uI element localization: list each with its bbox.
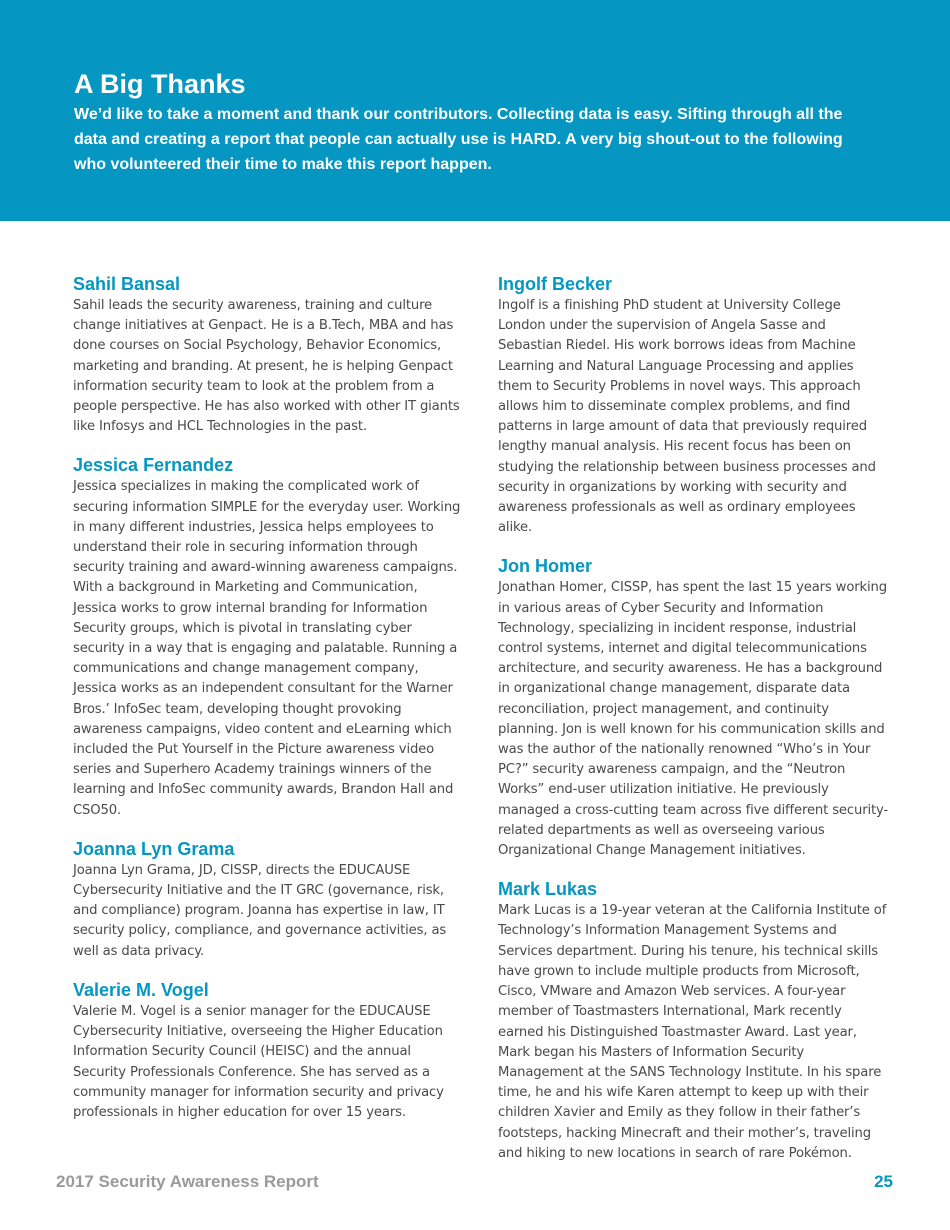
- contributor-description: Ingolf is a finishing PhD student at University College London under the supervision of Angela Sasse and Sebastian Riedel. His work borrows ideas from Machine Learning and Natural Language Processing and applies them to Security Problems in novel ways. This approach allows him to disseminate complex problems, and find patterns in large amount of data that previously required lengthy manual analysis. His recent focus has been on studying the relationship between business processes and security in organizations by working with security and awareness professionals as well as ordinary employees alike.: [498, 298, 876, 536]
- page-number: 25: [874, 1172, 893, 1191]
- contributor-bio: [73, 837, 465, 962]
- contributor-name: Sahil Bansal: [73, 274, 181, 294]
- contributor-bio: [73, 272, 465, 437]
- footer-report-title: 2017 Security Awareness Report: [56, 1172, 319, 1191]
- page-title: A Big Thanks: [74, 69, 246, 99]
- intro-text: We’d like to take a moment and thank our contributors. Collecting data is easy. Sifting through all the data and creating a report that people can actually use is HARD. A very big shout-out to the following who volunteered their time to make this report happen.: [74, 106, 843, 173]
- contributor-name: Jessica Fernandez: [73, 455, 234, 476]
- contributor-description: Jessica specializes in making the complicated work of securing information SIMPLE for the everyday user. Working in many different industries, Jessica helps employees to understand their role in securing information through security training and award-winning awareness campaigns. With a background in Marketing and Communication, Jessica works to grow internal branding for Information Security groups, which is pivotal in translating cyber security in a way that is engaging and palatable. Running a communications and change management company, Jessica works as an independent consultant for the Warner Bros.’ InfoSec team, developing thought provoking awareness campaigns, video content and eLearning which included the Put Yourself in the Picture awareness video series and Superhero Academy trainings winners of the learning and InfoSec community awards, Brandon Hall and CSO50.: [73, 479, 461, 818]
- contributor-name: Mark Lukas: [498, 879, 598, 900]
- contributor-name: Jon Homer: [498, 556, 593, 577]
- contributor-description: Joanna Lyn Grama, JD, CISSP, directs the EDUCAUSE Cybersecurity Initiative and the IT GRC (governance, risk, and compliance) program. Joanna has expertise in law, IT security policy, compliance, and governance activities, as well as data privacy.: [73, 862, 447, 959]
- contributor-bio: [73, 978, 465, 1123]
- contributor-description: Mark Lucas is a 19-year veteran at the California Institute of Technology’s Information Management Systems and Services department. During his tenure, his technical skills have grown to include multiple products from Microsoft, Cisco, VMware and Amazon Web services. A four-year member of Toastmasters International, Mark recently earned his Distinguished Toastmaster Award. Last year, Mark began his Masters of Information Security Management at the SANS Technology Institute. In his spare time, he and his wife Karen attempt to keep up with their children Xavier and Emily as they follow in their father’s footsteps, hacking Minecraft and their mother’s, traveling and hiking to new locations in search of rare Pokémon.: [498, 903, 887, 1161]
- contributor-bio: [498, 877, 890, 1164]
- contributor-description: Jonathan Homer, CISSP, has spent the last 15 years working in various areas of Cyber Security and Information Technology, specializing in incident response, industrial control systems, internet and digital telecommunications architecture, and security awareness. He has a background in organizational change management, disparate data reconciliation, project management, and continuity planning. Jon is well known for his communication skills and was the author of the nationally renowned “Who’s in Your PC?” security awareness campaign, and the “Neutron Works” end-user utilization initiative. He previously managed a cross-cutting team across five different security-related departments as well as overseeing various Organizational Change Management initiatives.: [498, 580, 889, 859]
- contributor-name: Ingolf Becker: [498, 274, 613, 294]
- right-column: [498, 272, 890, 1180]
- contributor-description: Sahil leads the security awareness, training and culture change initiatives at Genpact. He is a B.Tech, MBA and has done courses on Social Psychology, Behavior Economics, marketing and branding. At present, he is helping Genpact information security team to look at the problem from a people perspective. He has also worked with other IT giants like Infosys and HCL Technologies in the past.: [73, 298, 460, 435]
- contributor-name: Joanna Lyn Grama: [73, 838, 235, 859]
- contributor-bio: [498, 554, 890, 861]
- header-banner: [0, 0, 950, 221]
- contributor-bio: [498, 272, 890, 538]
- left-column: [73, 272, 465, 1139]
- contributor-description: Valerie M. Vogel is a senior manager for the EDUCAUSE Cybersecurity Initiative, overseeing the Higher Education Information Security Council (HEISC) and the annual Security Professionals Conference. She has served as a community manager for information security and privacy professionals in higher education for over 15 years.: [73, 1003, 444, 1120]
- contributor-name: Valerie M. Vogel: [73, 979, 209, 1000]
- contributor-bio: [73, 453, 465, 820]
